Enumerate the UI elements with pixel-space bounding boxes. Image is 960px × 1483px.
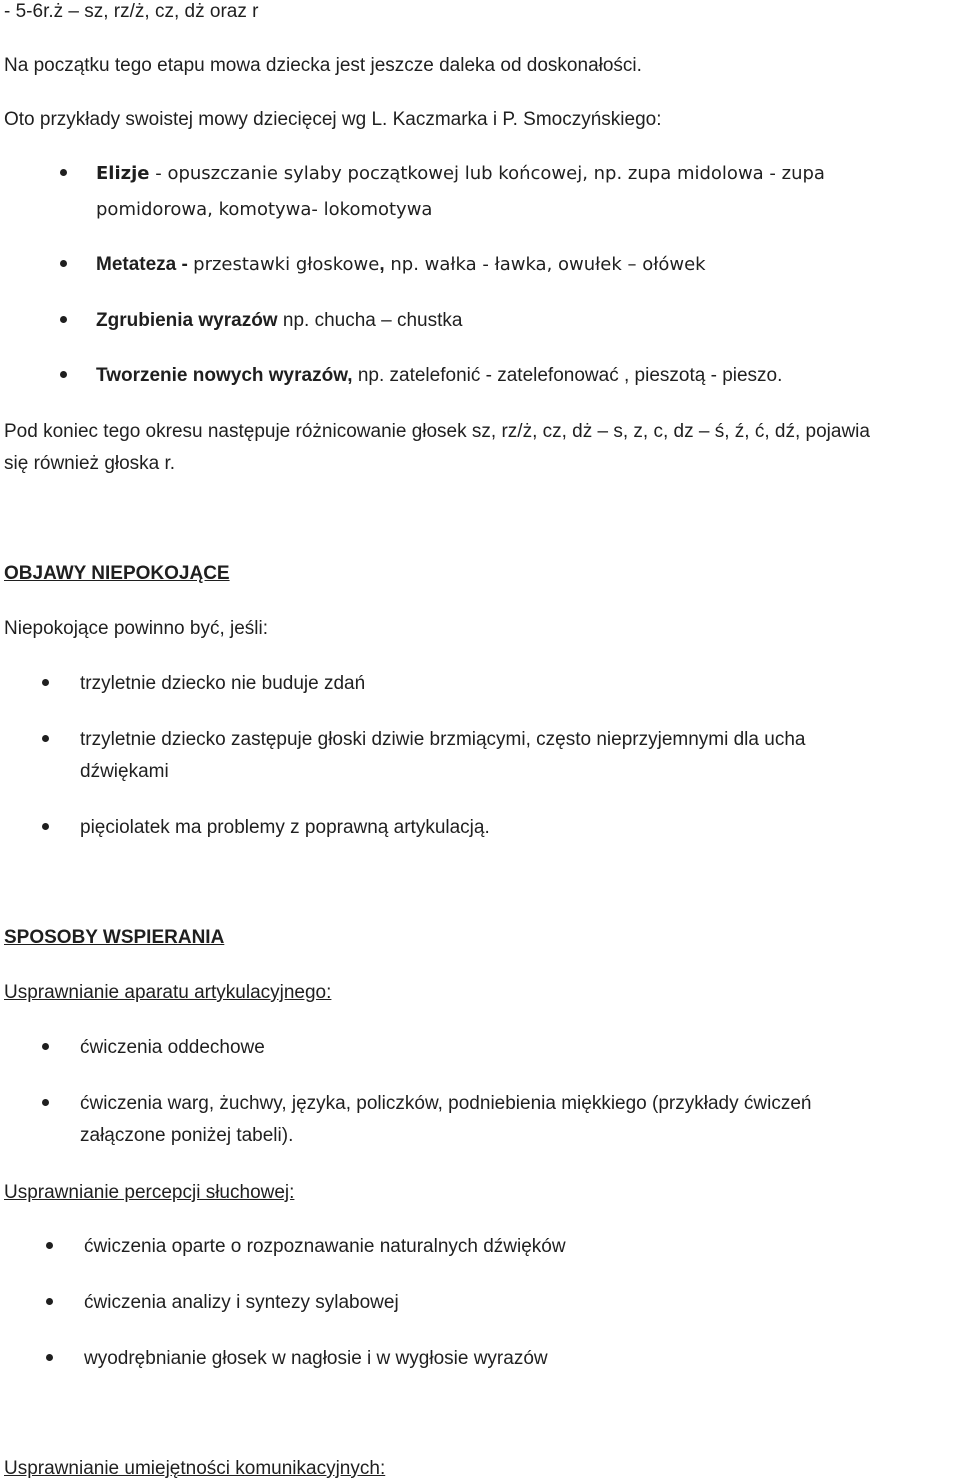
worrying-item: pięciolatek ma problemy z poprawną artykulacją. <box>80 817 490 838</box>
hearing-item: ćwiczenia oparte o rozpoznawanie naturalnych dźwięków <box>84 1236 566 1257</box>
worrying-heading: OBJAWY NIEPOKOJĄCE <box>4 563 230 584</box>
bullet-icon <box>42 1043 49 1050</box>
example-term: Elizje <box>96 163 150 184</box>
bullet-icon <box>60 260 67 267</box>
example-term: Tworzenie nowych wyrazów, <box>96 365 353 386</box>
example-item-elizje <box>96 162 825 186</box>
intro-paragraph-1: Na początku tego etapu mowa dziecka jest jeszcze daleka od doskonałości. <box>4 55 642 76</box>
example-item-zgrubienia <box>96 309 462 333</box>
bullet-icon <box>42 823 49 830</box>
example-term: Metateza - <box>96 254 194 275</box>
hearing-subheading: Usprawnianie percepcji słuchowej: <box>4 1182 295 1203</box>
hearing-item: ćwiczenia analizy i syntezy sylabowej <box>84 1292 399 1313</box>
example-item-metateza <box>96 253 706 277</box>
hearing-item: wyodrębnianie głosek w nagłosie i w wygłosie wyrazów <box>84 1348 548 1369</box>
worrying-item: trzyletnie dziecko nie buduje zdań <box>80 673 366 694</box>
intro-paragraph-2: Oto przykłady swoistej mowy dziecięcej wg L. Kaczmarka i P. Smoczyńskiego: <box>4 109 662 130</box>
example-description: - opuszczanie sylaby początkowej lub końcowej, np. zupa midolowa - zupa <box>149 163 825 184</box>
bullet-icon <box>60 371 67 378</box>
articulation-item-continued: załączone poniżej tabeli). <box>80 1125 294 1146</box>
bullet-icon <box>46 1298 53 1305</box>
articulation-subheading: Usprawnianie aparatu artykulacyjnego: <box>4 982 332 1003</box>
example-description: np. chucha – chustka <box>277 310 463 331</box>
worrying-item: trzyletnie dziecko zastępuje głoski dziwie brzmiącymi, często nieprzyjemnymi dla ucha <box>80 729 806 750</box>
example-item-tworzenie <box>96 364 782 388</box>
example-description: np. zatelefonić - zatelefonować , pieszotą - pieszo. <box>352 365 783 386</box>
bullet-icon <box>46 1242 53 1249</box>
bullet-icon <box>42 735 49 742</box>
summary-line-2: się również głoska r. <box>4 453 176 474</box>
communication-subheading: Usprawnianie umiejętności komunikacyjnych: <box>4 1458 386 1479</box>
example-item-elizje-continued: pomidorowa, komotywa- lokomotywa <box>96 199 433 220</box>
example-comma: , <box>379 254 385 275</box>
articulation-item: ćwiczenia oddechowe <box>80 1037 265 1058</box>
worrying-item-continued: dźwiękami <box>80 761 169 782</box>
support-heading: SPOSOBY WSPIERANIA <box>4 927 225 948</box>
example-term: Zgrubienia wyrazów <box>96 310 278 331</box>
header-line: - 5-6r.ż – sz, rz/ż, cz, dż oraz r <box>4 1 259 22</box>
bullet-icon <box>42 679 49 686</box>
bullet-icon <box>60 169 67 176</box>
bullet-icon <box>46 1354 53 1361</box>
bullet-icon <box>60 316 67 323</box>
worrying-lead: Niepokojące powinno być, jeśli: <box>4 618 269 639</box>
example-tail: np. wałka - ławka, owułek – ołówek <box>384 254 706 275</box>
bullet-icon <box>42 1099 49 1106</box>
articulation-item: ćwiczenia warg, żuchwy, języka, policzków, podniebienia miękkiego (przykłady ćwiczeń <box>80 1093 812 1114</box>
example-description: przestawki głoskowe <box>193 254 380 275</box>
summary-line-1: Pod koniec tego okresu następuje różnicowanie głosek sz, rz/ż, cz, dż – s, z, c, dz – ś, ź, ć, dź, pojawia <box>4 421 870 442</box>
